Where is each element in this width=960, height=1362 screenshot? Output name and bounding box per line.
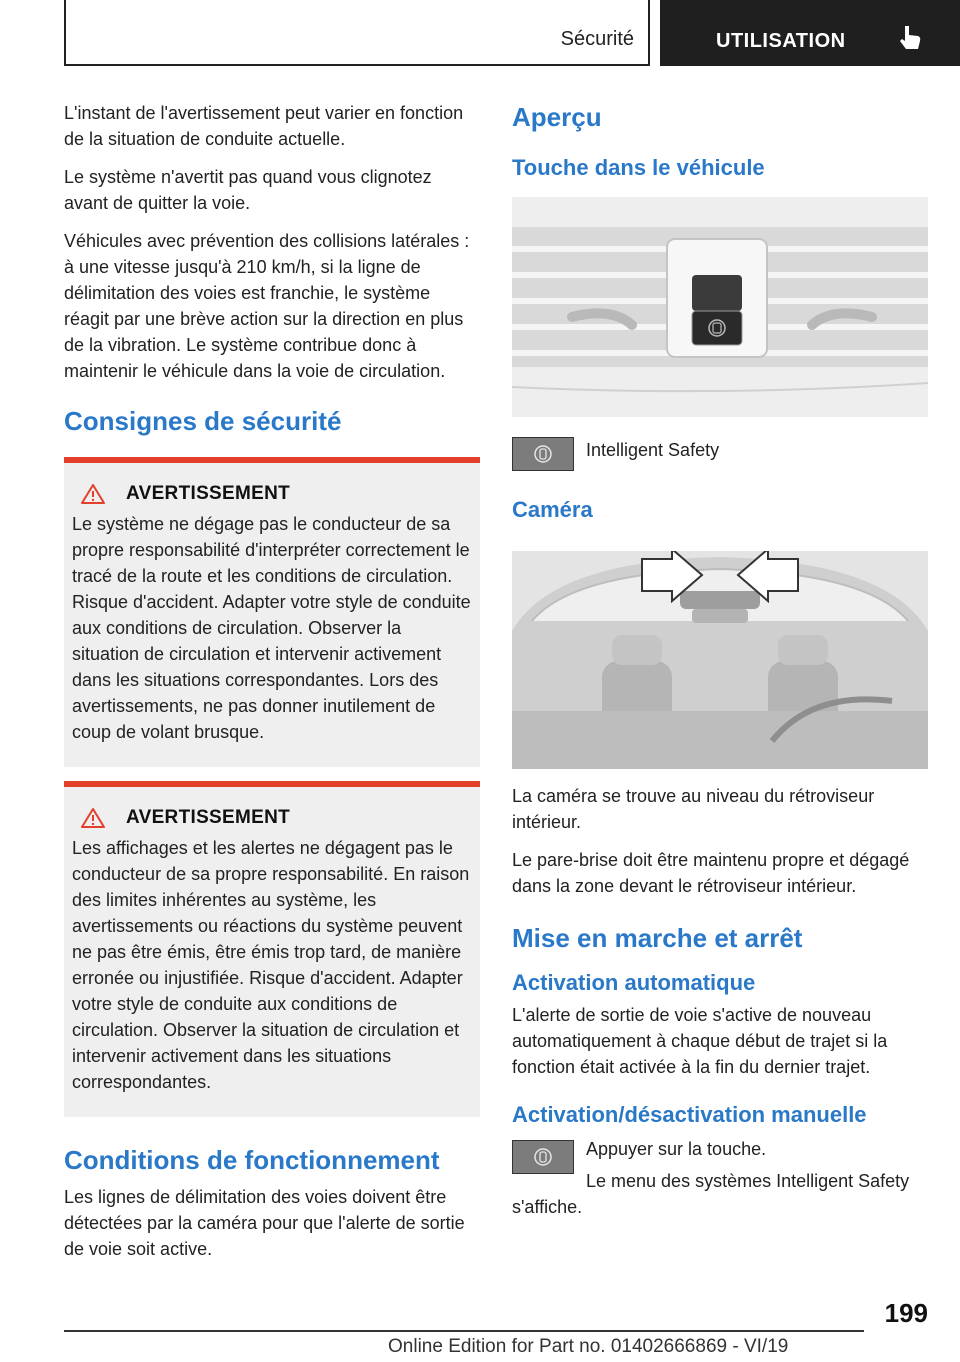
paragraph-menu-displayed: Le menu des systèmes Intelligent Safety s'affiche. (512, 1171, 910, 1217)
figure-dashboard-button (512, 197, 928, 417)
paragraph-camera-location: La caméra se trouve au niveau du rétroviseur intérieur. (512, 786, 875, 832)
intelligent-safety-button-icon (512, 437, 574, 471)
hand-pointer-icon (898, 24, 922, 52)
paragraph-warning-timing: L'instant de l'avertissement peut varier en fonction de la situation de conduite actuelle. (64, 103, 464, 149)
warning-title-1: AVERTISSEMENT (126, 483, 291, 504)
paragraph-conditions: Les lignes de délimitation des voies doivent être détectées par la caméra pour que l'alerte de sortie de voie soit active. (64, 1187, 465, 1259)
dashboard-illustration (512, 197, 928, 417)
warning-text-2: Les affichages et les alertes ne dégagent pas le conducteur de sa propre responsabilité. En raison des limites inhérentes au système, les avertissements ou réactions du système peuvent ne pas être émis, être émis trop tard, de manière erronée ou injustifiée. Risque d'accident. Adapter votre style de conduite aux conditions de circulation. Observer la situation de circulation et intervenir activement dans les situations correspondantes. (72, 838, 470, 1092)
header-chapter-title: UTILISATION (716, 30, 846, 52)
button-legend (512, 437, 928, 475)
intelligent-safety-button-icon (512, 1140, 574, 1174)
camera-illustration (512, 551, 928, 769)
header-section-title: Sécurité (560, 28, 634, 50)
paragraph-indicator: Le système n'avertit pas quand vous clignotez avant de quitter la voie. (64, 167, 432, 213)
warning-text-1: Le système ne dégage pas le conducteur de sa propre responsabilité d'interpréter correctement le tracé de la route et les conditions de circulation. Risque d'accident. Adapter votre style de conduite aux conditions de circulation. Observer la situation de circulation et intervenir activement dans les situations correspondantes. Lors des avertissements, ne pas donner inutilement de coup de volant brusque. (72, 514, 471, 742)
warning-triangle-icon (80, 483, 106, 505)
heading-manual-activation: Activation/désactivation manuelle (512, 1102, 867, 1127)
paragraph-auto-activation: L'alerte de sortie de voie s'active de nouveau automatiquement à chaque début de trajet si la fonction était activée à la fin du dernier trajet. (512, 1005, 888, 1077)
warning-box-1 (64, 457, 480, 767)
paragraph-windshield: Le pare-brise doit être maintenu propre et dégagé dans la zone devant le rétroviseur intérieur. (512, 850, 910, 896)
button-label-intelligent-safety: Intelligent Safety (586, 440, 720, 460)
paragraph-side-collision: Véhicules avec prévention des collisions latérales : à une vitesse jusqu'à 210 km/h, si la ligne de délimitation des voies est franchie, le système réagit par une brève action sur la direction en plus de la vibration. Le système contribue donc à maintenir le véhicule dans la voie de circulation. (64, 231, 470, 381)
heading-conditions: Conditions de fonctionnement (64, 1145, 440, 1175)
heading-auto-activation: Activation automatique (512, 970, 756, 995)
heading-on-off: Mise en marche et arrêt (512, 923, 803, 953)
header-chapter-tab (660, 0, 960, 66)
heading-apercu: Aperçu (512, 102, 602, 132)
paragraph-press-button: Appuyer sur la touche. (586, 1139, 767, 1159)
warning-title-2: AVERTISSEMENT (126, 807, 291, 828)
footer-divider (64, 1330, 864, 1332)
left-column (64, 100, 480, 1274)
right-column (512, 100, 928, 1232)
heading-button-in-vehicle: Touche dans le véhicule (512, 155, 765, 180)
warning-box-2 (64, 781, 480, 1117)
header-section-tab (64, 0, 650, 66)
footer-edition: Online Edition for Part no. 01402666869 - VI/19 (388, 1336, 789, 1357)
heading-camera: Caméra (512, 497, 593, 522)
page-number: 199 (884, 1298, 928, 1328)
warning-triangle-icon (80, 807, 106, 829)
figure-camera (512, 551, 928, 769)
manual-activation-block (512, 1136, 928, 1232)
heading-safety: Consignes de sécurité (64, 406, 342, 436)
